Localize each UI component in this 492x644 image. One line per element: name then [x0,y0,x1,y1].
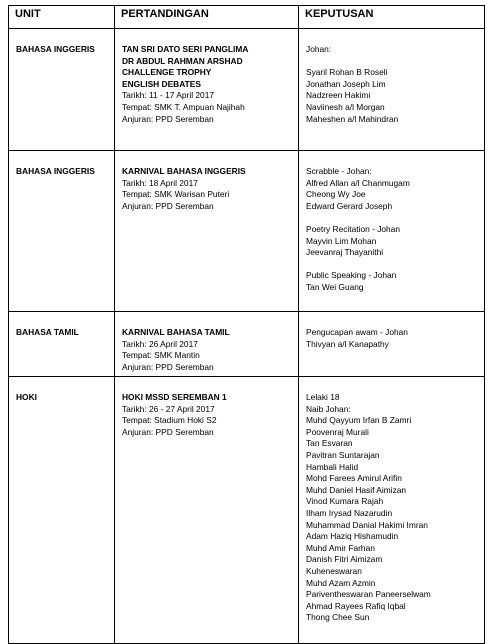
event-title: ENGLISH DEBATES [122,78,201,89]
result-line: Maheshen a/l Mahindran [306,113,399,124]
result-line: Jonathan Joseph Lim [306,78,386,89]
result-line: Pariventheswaran Paneerselwam [306,589,431,600]
event-date: Tarikh: 11 - 17 April 2017 [122,90,215,101]
result-line: Hambali Halid [306,461,359,472]
result-line: Thong Chee Sun [306,612,370,623]
result-line: Alfred Allan a/l Chanmugam [306,177,410,188]
event-organizer: Anjuran: PPD Seremban [122,113,214,124]
result-cell [299,312,485,377]
result-line: Cheong Wy Joe [306,189,366,200]
result-line: Jeevanraj Thayanithi [306,247,384,258]
event-organizer: Anjuran: PPD Seremban [122,200,214,211]
table-row [9,151,485,312]
header-keputusan: KEPUTUSAN [299,6,485,29]
unit-cell [9,151,115,312]
result-line: Tan Wei Guang [306,281,364,292]
event-venue: Tempat: SMK T. Ampuan Najihah [122,101,245,112]
result-line: Tan Esvaran [306,438,353,449]
unit-label: BAHASA TAMIL [16,327,79,337]
event-title: KARNIVAL BAHASA TAMIL [122,327,230,337]
result-line: Lelaki 18 [306,392,340,402]
result-line: Kuheneswaran [306,565,362,576]
table-row [9,29,485,151]
result-line: Edward Gerard Joseph [306,200,393,211]
result-line: Vinod Kumara Rajah [306,496,384,507]
result-line: Naviinesh a/l Morgan [306,101,385,112]
result-line: Naib Johan: [306,403,351,414]
event-title: CHALLENGE TROPHY [122,67,212,78]
result-line: Muhd Amir Farhan [306,542,375,553]
header-row [9,6,485,29]
event-cell [115,151,299,312]
result-line: Scrabble - Johan: [306,166,372,176]
result-line: Pavitran Suntarajan [306,449,380,460]
result-line: Syaril Rohan B Roseli [306,67,388,78]
result-line: Muhd Daniel Hasif Aimizan [306,484,407,495]
event-organizer: Anjuran: PPD Seremban [122,426,214,437]
table-row [9,312,485,377]
unit-cell [9,312,115,377]
header-pertandingan: PERTANDINGAN [115,6,299,29]
result-line: Poetry Recitation - Johan [306,223,401,234]
result-line: Danish Fitri Aimizam [306,554,383,565]
unit-label: BAHASA INGGERIS [16,166,95,176]
result-cell [299,29,485,151]
event-venue: Tempat: Stadium Hoki S2 [122,415,217,426]
result-line: Adam Haziq Hishamudin [306,531,399,542]
event-cell [115,377,299,644]
event-cell [115,312,299,377]
result-line: Mohd Farees Amirul Arifin [306,473,402,484]
event-date: Tarikh: 26 - 27 April 2017 [122,403,215,414]
result-line: Ilham Irysad Nazarudin [306,507,393,518]
event-title: TAN SRI DATO SERI PANGLIMA [122,44,249,54]
unit-label: HOKI [16,392,37,402]
result-line: Muhammad Danial Hakimi Imran [306,519,428,530]
event-date: Tarikh: 26 April 2017 [122,338,198,349]
event-date: Tarikh: 18 April 2017 [122,177,198,188]
result-cell [299,151,485,312]
result-cell [299,377,485,644]
result-line: Pengucapan awam - Johan [306,327,408,337]
result-line: Muhd Qayyum Irfan B Zamri [306,415,412,426]
unit-cell [9,377,115,644]
table-row [9,377,485,644]
results-table [8,5,485,644]
event-venue: Tempat: SMK Mantin [122,350,200,361]
event-cell [115,29,299,151]
event-title: DR ABDUL RAHMAN ARSHAD [122,55,243,66]
event-title: KARNIVAL BAHASA INGGERIS [122,166,246,176]
unit-cell [9,29,115,151]
unit-label: BAHASA INGGERIS [16,44,95,54]
result-line: Johan: [306,44,332,54]
result-line: Ahmad Rayees Rafiq Iqbal [306,600,406,611]
header-unit: UNIT [9,6,115,29]
result-line: Public Speaking - Johan [306,270,397,281]
result-line: Nadzreen Hakimi [306,90,371,101]
result-line: Poovenraj Murali [306,426,369,437]
event-organizer: Anjuran: PPD Seremban [122,361,214,372]
result-line: Thivyan a/l Kanapathy [306,338,389,349]
result-line: Mayvin Lim Mohan [306,235,377,246]
event-title: HOKI MSSD SEREMBAN 1 [122,392,227,402]
event-venue: Tempat: SMK Warisan Puteri [122,189,230,200]
result-line: Muhd Azam Azmin [306,577,376,588]
